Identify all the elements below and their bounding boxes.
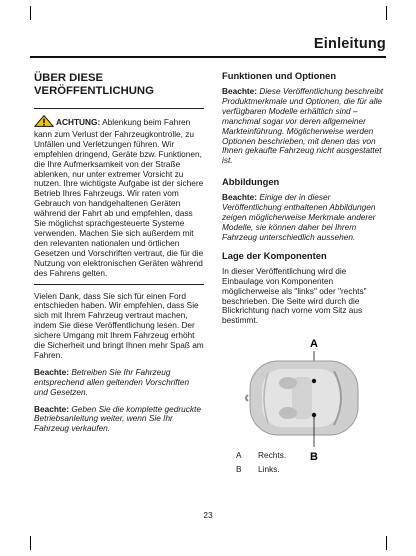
note-label-1: Beachte: [34, 366, 70, 377]
note-paragraph-1 [34, 368, 204, 398]
heading-lage: Lage der Komponenten [222, 249, 327, 261]
marker-b-dot [312, 413, 316, 417]
legend-key: B [236, 464, 242, 474]
legend-item [236, 462, 286, 476]
legend-item [236, 448, 286, 462]
figure-label-a: A [310, 338, 318, 351]
warning-box [34, 108, 204, 285]
abbildungen-note [222, 193, 386, 243]
note-text-2: Geben Sie die komplette gedruckte Betriebsanleitung weiter, wenn Sie Ihr Fahrzeug verkaufen. [34, 403, 201, 434]
note-text-1: Betreiben Sie Ihr Fahrzeug entsprechend allen geltenden Vorschriften und Gesetzen. [34, 366, 190, 397]
lage-paragraph: In dieser Veröffentlichung wird die Einbaulage von Komponenten möglicherweise als "links" oder "rechts" beschrieben. Die Seite wird durch die Blickrichtung nach vorne vom Sitz aus bestimmt. [222, 265, 367, 326]
legend-key: A [236, 450, 242, 460]
intro-paragraph: Vielen Dank, dass Sie sich für einen Ford entschieden haben. Wir empfehlen, dass Sie sich mit Ihrem Fahrzeug vertraut machen, indem Sie diese Veröffentlichung lesen. Der sichere Umgang mit Ihrem Fahrzeug erhöht die Sicherheit und bringt Ihnen mehr Spaß am Fahren. [34, 290, 204, 360]
header-rule [30, 56, 386, 58]
page-number: 23 [203, 510, 213, 520]
abbildungen-note-label: Beachte: [222, 192, 258, 203]
heading-funktionen: Funktionen und Optionen [222, 70, 337, 81]
note-label-2: Beachte: [34, 403, 70, 414]
funktionen-note-text: Diese Veröffentlichung beschreibt Produktmerkmale und Optionen, die für alle verfügbaren Modelle erhältlich sind – manchmal sogar vor deren allgemeiner Markteinführung. Möglicherweise werden Optionen beschrieben, mit denen das von Ihnen gekaufte Fahrzeug nicht ausgestattet ist. [222, 86, 384, 166]
abbildungen-note-text: Einige der in dieser Veröffentlichung enthaltenen Abbildungen zeigen möglicherweise Merkmale anderer Modelle, sie können daher bei Ihrem Fahrzeug unterschiedlich aussehen. [222, 192, 376, 242]
left-column [34, 70, 204, 441]
crop-mark-top-right [386, 6, 387, 20]
crop-mark-top-left [30, 6, 31, 20]
right-column [222, 70, 386, 473]
warning-label: ACHTUNG: [56, 117, 101, 127]
marker-a-dot [312, 379, 316, 383]
section-title: ÜBER DIESE VERÖFFENTLICHUNG [34, 72, 154, 97]
warning-text: Ablenkung beim Fahren kann zum Verlust der Fahrzeugkontrolle, zu Unfällen und Verletzungen führen. Wir empfehlen dringend, Geräte bzw. Funktionen, die Ihre Aufmerksamkeit von der Straße ablenken, nur unter extremer Vorsicht zu nutzen. Ihre wichtigste Aufgabe ist der sichere Betrieb Ihres Fahrzeugs. Wir raten vom Gebrauch von handgehaltenen Geräten während der Fahrt ab und empfehlen, dass Sie möglichst sprachgesteuerte Systeme verwenden. Machen Sie sich außerdem mit den relevanten nationalen und örtlichen Gesetzen und Vorschriften vertraut, die für die Nutzung von elektronischen Geräten während des Fahrens gelten. [34, 117, 204, 278]
heading-abbildungen: Abbildungen [222, 176, 280, 188]
figure-legend [236, 448, 286, 476]
crop-mark-bottom-left [30, 536, 31, 550]
note-paragraph-2 [34, 405, 204, 435]
funktionen-note-label: Beachte: [222, 86, 258, 96]
legend-value: Rechts. [258, 450, 287, 460]
funktionen-note [222, 87, 386, 166]
figure-label-b: B [310, 451, 318, 464]
car-top-view-icon [246, 361, 358, 435]
warning-triangle-icon [34, 115, 54, 130]
legend-value: Links. [258, 464, 280, 474]
crop-mark-bottom-right [386, 536, 387, 550]
page-header-title: Einleitung [313, 36, 386, 52]
